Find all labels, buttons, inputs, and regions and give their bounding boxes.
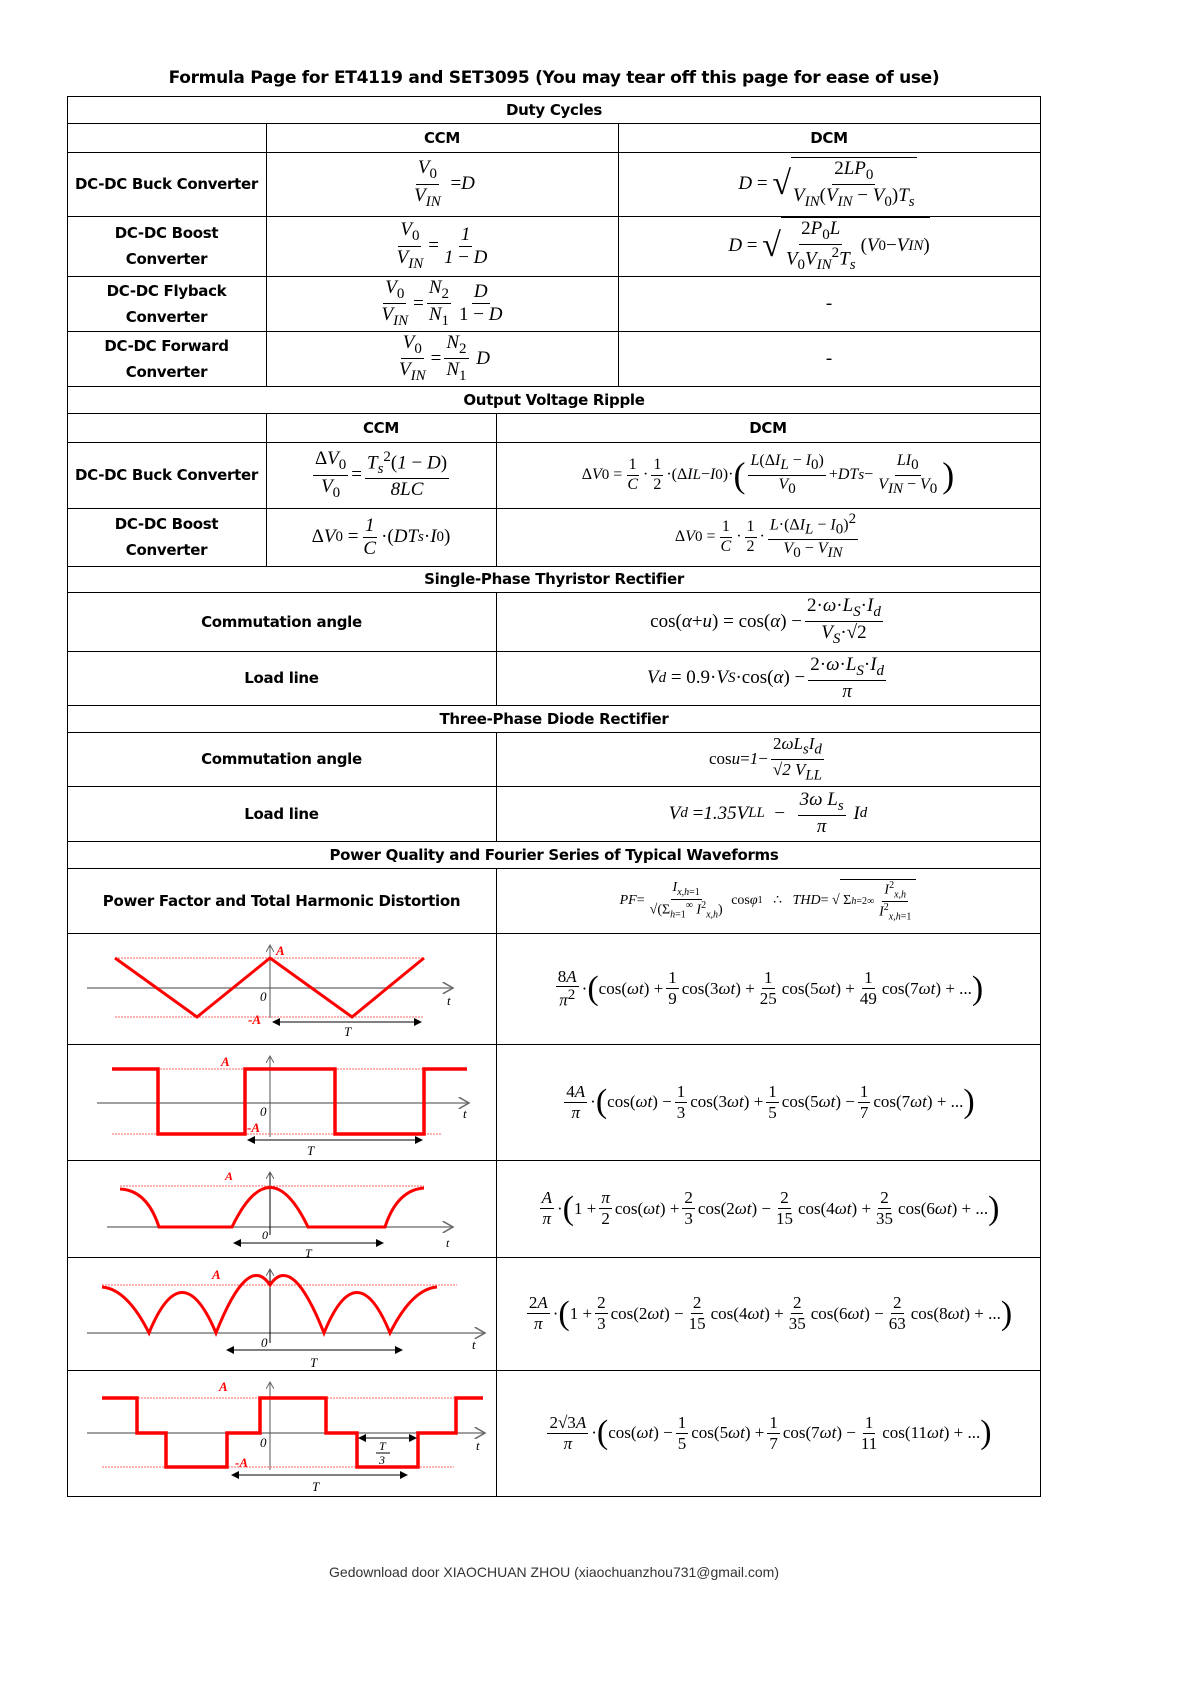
formula-boost-ccm: $\frac{V_0}{V_{IN}}$ = $\frac{1}{1 - D}$ [396,219,488,272]
label-line: Converter [125,541,208,559]
page-title: Formula Page for ET4119 and SET3095 (You may tear off this page for ease of use) [168,68,940,88]
fourier-series-square: $\frac{4A}{\pi}$ · ( cos( ωt ) − $\frac{1}{3}$ cos(3 ωt ) + $\frac{1}{5}$ cos(5 ωt ) − $\frac{1}{7}$ cos(7 ωt ) + ... ) [566,1081,975,1122]
formula-pf-thd: PF = $\frac{I_{x,h=1}}{√(\Sigma_{h=1}^\infty I^2_{x,h})}$ cos φ 1 ∴ THD = √ Σ h=2 ∞ $\frac{I^2_{x,h}}{I^2_{x,h=1}}$ [496,868,1040,933]
section-heading-ripple: Output Voltage Ripple [463,390,645,409]
amp-label: A [225,1169,234,1183]
waveform-line [112,1069,467,1134]
time-label: t [476,1438,480,1453]
row-label-forward [67,331,266,386]
neg-amp-label: -A [235,1455,248,1470]
time-label: t [446,1236,450,1250]
formula-flyback-ccm: $\frac{V_0}{V_{IN}}$ = $\frac{N_2}{N_1}$ $\frac{D}{1 - D}$ [381,276,503,329]
formula-ripple-boost-dcm: Δ V 0 = $\frac{1}{C}$ · $\frac{1}{2}$ · $\frac{L\cdot(\Delta I_L - I_0)^2}{V_0 - V_{IN}}$ [674,511,857,562]
period-label: T [310,1355,318,1370]
neg-amp-label: -A [247,1120,260,1135]
origin-label: 0 [260,1104,267,1119]
origin-label: 0 [260,989,267,1004]
label-line: DC-DC Boost [114,515,219,533]
download-footer: Gedownload door XIAOCHUAN ZHOU (xiaochuanzhou731@gmail.com) [329,1564,779,1580]
period-label: T [305,1246,312,1260]
neg-amp-label: -A [248,1012,261,1027]
label-line: DC-DC Boost [114,224,219,242]
column-header-ccm: CCM [362,418,400,437]
formula-single-phase-commutation: cos( α + u ) = cos( α ) − $\frac{2\cdot\omega\cdot L_S\cdot I_d}{V_S\cdot√2}$ [650,594,881,647]
time-label: t [472,1337,476,1352]
row-label-boost [67,216,266,276]
formula-three-phase-commutation: cos u = 1 − $\frac{2\omega L_sI_d}{√2 V_{LL}}$ [708,733,823,783]
label-line: DC-DC Flyback [106,281,227,300]
amp-label: A [219,1379,228,1394]
label-line: Converter [125,250,208,268]
formula-ripple-buck-dcm: Δ V 0 = $\frac{1}{C}$ · $\frac{1}{2}$ ·(Δ I L − I 0 )· ( $\frac{L(\Delta I_L - I_0)}{V_0}$ + DT s − $\frac{LI_0}{V_{IN} - V_0}$ ) [581,452,955,497]
origin-label: 0 [260,1435,267,1450]
formula-ripple-boost-ccm: Δ V 0 = $\frac{1}{C}$ ·( DT s · I 0 ) [311,514,451,559]
formula-buck-ccm: $\frac{V_0}{V_{IN}}$ = D [414,157,475,210]
row-label-flyback [67,276,266,331]
formula-buck-dcm: D = √ $\frac{2LP_0}{V_{IN}(V_{IN} - V_0)T_s}$ [738,157,915,210]
third-period-denominator: 3 [379,1453,385,1467]
waveform-line [120,1188,424,1228]
formula-three-phase-load-line: V d = 1.35V LL − $\frac{3\omega L_s}{\pi}$ I d [668,789,868,838]
waveform-triangle [67,933,496,1044]
row-label-buck: DC-DC Buck Converter [75,175,258,193]
formula-flyback-dcm: - [825,292,833,314]
fourier-series-half-wave: $\frac{A}{\pi}$ · ( 1 + $\frac{\pi}{2}$ cos( ωt ) + $\frac{2}{3}$ cos(2 ωt ) − $\frac{2}{15}$ cos(4 ωt ) + $\frac{2}{35}$ cos(6 ωt ) + ... ) [541,1188,1000,1228]
row-label-commutation-angle: Commutation angle [201,612,362,631]
row-label-load-line: Load line [244,804,319,823]
column-header-ccm: CCM [423,128,461,147]
formula-ripple-buck-ccm: $\frac{\Delta V_0}{V_0}$ = $\frac{T_s^2(1 - D)}{8LC}$ [314,448,448,501]
formula-boost-dcm: D = √ $\frac{2P_0L}{V_0V_{IN}^2T_s}$ ( V 0 − V IN ) [728,218,930,274]
fourier-series-triangle: $\frac{8A}{\pi^2}$ · ( cos( ωt ) + $\frac{1}{9}$ cos(3 ωt ) + $\frac{1}{25}$ cos(5 ωt ) + $\frac{1}{49}$ cos(7 ωt ) + ... ) [557,966,984,1010]
time-label: t [463,1106,467,1121]
amp-label: A [212,1267,221,1282]
fourier-series-six-step: $\frac{2√3A}{\pi}$ · ( cos( ωt ) − $\frac{1}{5}$ cos(5 ωt ) + $\frac{1}{7}$ cos(7 ωt ) − $\frac{1}{11}$ cos(11 ωt ) + ... ) [549,1412,992,1453]
period-label: T [344,1024,352,1039]
formula-forward-dcm: - [825,347,833,369]
waveform-full-wave [67,1257,496,1370]
amp-label: A [276,943,285,958]
time-label: t [447,993,451,1008]
row-label-boost [67,508,266,566]
waveform-square [67,1044,496,1160]
formula-forward-ccm: $\frac{V_0}{V_{IN}}$ = $\frac{N_2}{N_1}$ D [399,331,490,384]
waveform-half-wave [67,1160,496,1260]
section-heading-power-quality: Power Quality and Fourier Series of Typical Waveforms [329,845,779,864]
row-label-buck: DC-DC Buck Converter [75,466,258,484]
column-header-dcm: DCM [810,128,848,147]
label-line: DC-DC Forward [104,336,229,355]
section-heading-duty-cycles: Duty Cycles [506,100,602,119]
period-label: T [307,1143,315,1158]
amp-label: A [221,1054,230,1069]
section-heading-three-phase: Three-Phase Diode Rectifier [439,709,669,728]
origin-label: 0 [261,1335,268,1350]
label-line: Converter [125,362,208,381]
waveform-six-step [67,1370,496,1496]
row-label-pf-thd: Power Factor and Total Harmonic Distortion [102,891,461,910]
row-label-commutation-angle: Commutation angle [201,750,362,768]
third-period-numerator: T [379,1439,386,1453]
row-label-load-line: Load line [244,669,319,687]
section-heading-single-phase: Single-Phase Thyristor Rectifier [424,570,684,588]
origin-label: 0 [262,1228,268,1242]
column-header-dcm: DCM [749,418,787,437]
label-line: Converter [125,307,208,326]
formula-single-phase-load-line: V d = 0.9· V S ·cos( α ) − $\frac{2\cdot\omega\cdot L_S\cdot I_d}{\pi}$ [646,653,885,702]
period-label: T [312,1479,320,1494]
fourier-series-full-wave: $\frac{2A}{\pi}$ · ( 1 + $\frac{2}{3}$ cos(2 ωt ) − $\frac{2}{15}$ cos(4 ωt ) + $\frac{2}{35}$ cos(6 ωt ) − $\frac{2}{63}$ cos(8 ωt ) + ... ) [528,1293,1013,1333]
